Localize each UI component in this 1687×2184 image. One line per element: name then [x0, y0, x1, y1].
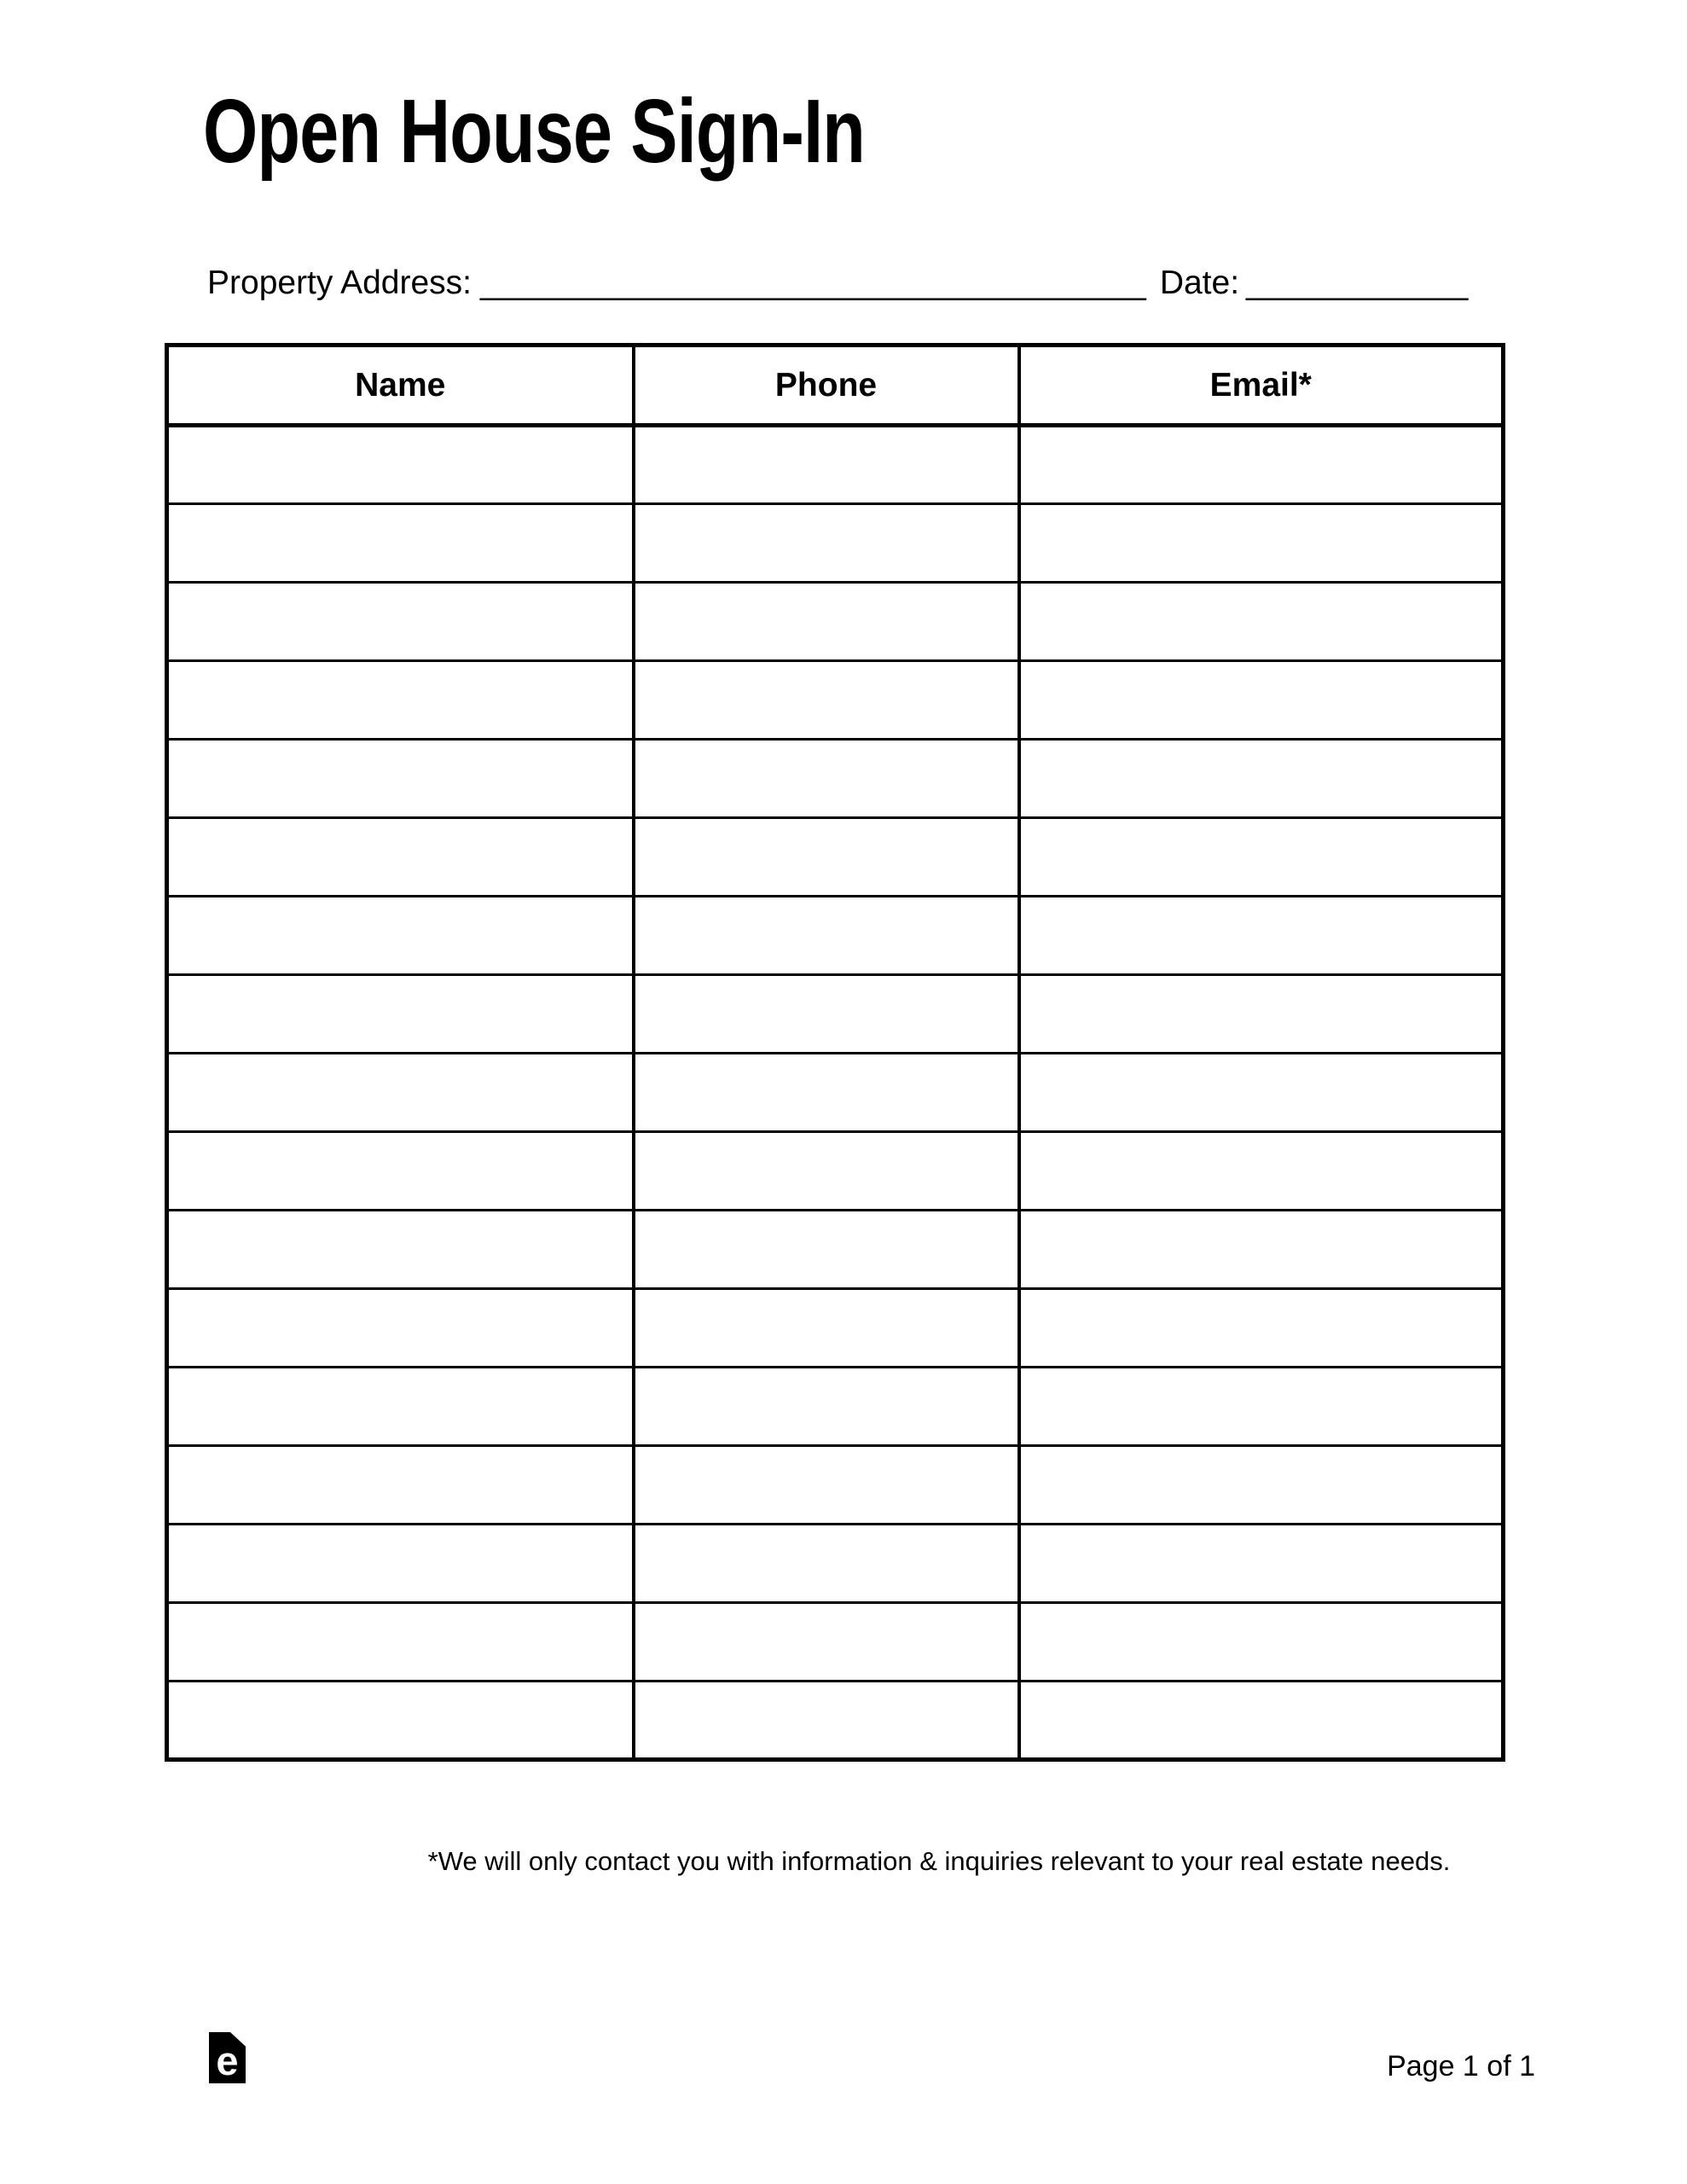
cell-name[interactable]	[167, 1682, 634, 1760]
cell-phone[interactable]	[634, 1368, 1019, 1446]
table-row	[167, 504, 1504, 583]
cell-phone[interactable]	[634, 897, 1019, 975]
signin-table	[165, 343, 1505, 1762]
cell-email[interactable]	[1019, 583, 1504, 661]
column-header-phone: Phone	[634, 346, 1019, 426]
cell-name[interactable]	[167, 818, 634, 897]
cell-email[interactable]	[1019, 1054, 1504, 1132]
table-row	[167, 1446, 1504, 1525]
cell-phone[interactable]	[634, 426, 1019, 504]
cell-email[interactable]	[1019, 897, 1504, 975]
table-row	[167, 1211, 1504, 1289]
cell-email[interactable]	[1019, 426, 1504, 504]
signin-table-header	[167, 346, 1504, 426]
cell-phone[interactable]	[634, 818, 1019, 897]
column-header-name: Name	[167, 346, 634, 426]
cell-email[interactable]	[1019, 1525, 1504, 1603]
cell-phone[interactable]	[634, 504, 1019, 583]
cell-name[interactable]	[167, 426, 634, 504]
cell-name[interactable]	[167, 897, 634, 975]
cell-name[interactable]	[167, 975, 634, 1054]
table-row	[167, 1525, 1504, 1603]
cell-name[interactable]	[167, 504, 634, 583]
date-blank[interactable]: ____________	[1246, 264, 1469, 301]
table-row	[167, 1132, 1504, 1211]
table-row	[167, 1682, 1504, 1760]
cell-email[interactable]	[1019, 1132, 1504, 1211]
cell-name[interactable]	[167, 740, 634, 818]
cell-name[interactable]	[167, 1368, 634, 1446]
column-header-email: Email*	[1019, 346, 1504, 426]
header-row	[167, 346, 1504, 426]
cell-email[interactable]	[1019, 818, 1504, 897]
cell-phone[interactable]	[634, 661, 1019, 740]
cell-name[interactable]	[167, 583, 634, 661]
cell-email[interactable]	[1019, 504, 1504, 583]
cell-email[interactable]	[1019, 1603, 1504, 1682]
cell-name[interactable]	[167, 1132, 634, 1211]
table-row	[167, 426, 1504, 504]
property-address-label: Property Address:	[207, 264, 472, 301]
table-row	[167, 1603, 1504, 1682]
cell-phone[interactable]	[634, 1289, 1019, 1368]
cell-phone[interactable]	[634, 1446, 1019, 1525]
cell-email[interactable]	[1019, 975, 1504, 1054]
page-number: Page 1 of 1	[1387, 2050, 1535, 2082]
table-row	[167, 975, 1504, 1054]
cell-email[interactable]	[1019, 1682, 1504, 1760]
table-row	[167, 1368, 1504, 1446]
cell-phone[interactable]	[634, 583, 1019, 661]
table-row	[167, 1054, 1504, 1132]
table-row	[167, 583, 1504, 661]
cell-name[interactable]	[167, 1525, 634, 1603]
cell-name[interactable]	[167, 1446, 634, 1525]
table-row	[167, 1289, 1504, 1368]
cell-email[interactable]	[1019, 1446, 1504, 1525]
table-row	[167, 818, 1504, 897]
cell-email[interactable]	[1019, 1211, 1504, 1289]
cell-phone[interactable]	[634, 1525, 1019, 1603]
cell-email[interactable]	[1019, 1289, 1504, 1368]
cell-email[interactable]	[1019, 1368, 1504, 1446]
cell-name[interactable]	[167, 1211, 634, 1289]
contact-disclaimer: *We will only contact you with information & inquiries relevant to your real estate needs.	[427, 1846, 1451, 1876]
cell-email[interactable]	[1019, 740, 1504, 818]
cell-phone[interactable]	[634, 975, 1019, 1054]
cell-email[interactable]	[1019, 661, 1504, 740]
eforms-logo	[209, 2032, 246, 2083]
table-row	[167, 897, 1504, 975]
cell-name[interactable]	[167, 1603, 634, 1682]
table-row	[167, 661, 1504, 740]
cell-phone[interactable]	[634, 1211, 1019, 1289]
cell-phone[interactable]	[634, 740, 1019, 818]
cell-name[interactable]	[167, 661, 634, 740]
eforms-logo-letter: e	[216, 2038, 239, 2083]
cell-phone[interactable]	[634, 1682, 1019, 1760]
cell-phone[interactable]	[634, 1603, 1019, 1682]
cell-phone[interactable]	[634, 1054, 1019, 1132]
property-date-line	[207, 265, 1468, 302]
cell-name[interactable]	[167, 1289, 634, 1368]
signin-table-body	[167, 426, 1504, 1760]
cell-phone[interactable]	[634, 1132, 1019, 1211]
date-label: Date:	[1159, 264, 1240, 301]
page-title: Open House Sign-In	[203, 81, 866, 182]
cell-name[interactable]	[167, 1054, 634, 1132]
table-row	[167, 740, 1504, 818]
property-address-blank[interactable]: ____________________________________	[479, 264, 1146, 301]
